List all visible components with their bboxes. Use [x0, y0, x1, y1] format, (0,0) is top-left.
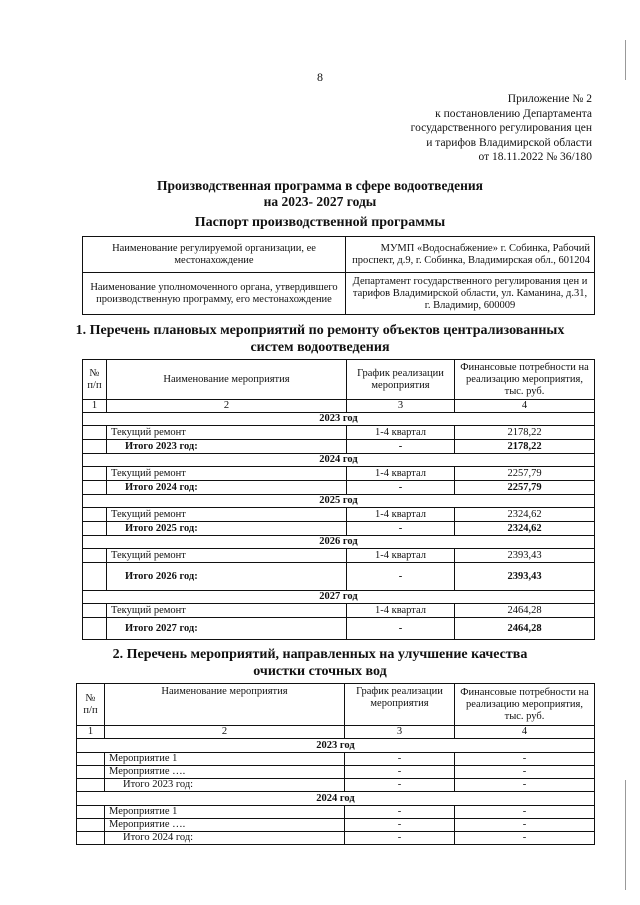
scan-edge-line	[625, 40, 626, 80]
col-header-name: Наименование мероприятия	[107, 360, 347, 400]
item-amount: -	[455, 753, 595, 766]
year-label: 2023 год	[77, 739, 595, 753]
item-schedule: 1-4 квартал	[347, 604, 455, 618]
appendix-line: к постановлению Департамента	[435, 107, 592, 120]
col-number: 1	[83, 400, 107, 413]
year-label: 2024 год	[83, 454, 595, 467]
item-amount: 2257,79	[455, 467, 595, 481]
total-label: Итого 2024 год:	[107, 481, 347, 495]
total-row	[83, 522, 595, 536]
total-amount: 2324,62	[455, 522, 595, 536]
year-row	[77, 792, 595, 806]
item-schedule: -	[345, 819, 455, 832]
item-name: Мероприятие ….	[105, 819, 345, 832]
passport-table	[82, 236, 595, 315]
col-header-number: № п/п	[77, 684, 105, 726]
row-number	[77, 819, 105, 832]
year-row	[77, 739, 595, 753]
heading-line: систем водоотведения	[250, 340, 390, 355]
total-schedule: -	[345, 779, 455, 792]
item-amount: 2178,22	[455, 426, 595, 440]
repair-table	[82, 359, 595, 640]
row-number	[77, 753, 105, 766]
total-schedule: -	[347, 481, 455, 495]
row-number	[77, 766, 105, 779]
section1-heading	[0, 322, 640, 356]
col-header-number: № п/п	[83, 360, 107, 400]
appendix-line: и тарифов Владимирской области	[426, 136, 592, 149]
row-number	[83, 426, 107, 440]
title-line: на 2023- 2027 годы	[263, 194, 377, 209]
year-label: 2026 год	[83, 536, 595, 549]
row-number	[83, 467, 107, 481]
col-header-schedule: График реализации мероприятия	[345, 684, 455, 726]
year-row	[83, 413, 595, 426]
col-number: 4	[455, 400, 595, 413]
row-number	[83, 440, 107, 454]
table-row	[83, 273, 595, 315]
heading-line: 1. Перечень плановых мероприятий по ремонту объектов централизованных	[75, 323, 565, 338]
appendix-line: государственного регулирования цен	[410, 122, 592, 134]
col-number: 3	[345, 726, 455, 739]
col-number: 4	[455, 726, 595, 739]
passport-label: Наименование регулируемой организации, ее местонахождение	[83, 237, 346, 273]
table-header-row	[83, 360, 595, 400]
appendix-line: Приложение № 2	[507, 93, 592, 105]
col-header-name: Наименование мероприятия	[105, 684, 345, 726]
item-schedule: 1-4 квартал	[347, 426, 455, 440]
total-label: Итого 2023 год:	[107, 440, 347, 454]
column-number-row	[77, 726, 595, 739]
total-label: Итого 2023 год:	[105, 779, 345, 792]
item-name: Текущий ремонт	[107, 508, 347, 522]
table-row	[83, 508, 595, 522]
total-amount: 2393,43	[455, 563, 595, 591]
item-name: Текущий ремонт	[107, 549, 347, 563]
total-label: Итого 2027 год:	[107, 618, 347, 640]
passport-value: Департамент государственного регулирования цен и тарифов Владимирской области, ул. Каманина, д.31, г. Владимир, 600009	[346, 273, 595, 315]
table-header-row	[77, 684, 595, 726]
item-amount: 2324,62	[455, 508, 595, 522]
total-label: Итого 2026 год:	[107, 563, 347, 591]
col-header-finance: Финансовые потребности на реализацию мероприятия, тыс. руб.	[455, 684, 595, 726]
row-number	[77, 832, 105, 845]
row-number	[83, 522, 107, 536]
item-amount: -	[455, 806, 595, 819]
item-schedule: -	[345, 753, 455, 766]
heading-line: очистки сточных вод	[253, 664, 387, 679]
row-number	[77, 779, 105, 792]
heading-line: 2. Перечень мероприятий, направленных на улучшение качества	[112, 647, 528, 662]
appendix-line: от 18.11.2022 № 36/180	[478, 151, 592, 163]
passport-value: МУМП «Водоснабжение» г. Собинка, Рабочий проспект, д.9, г. Собинка, Владимирская обл., 601204	[346, 237, 595, 273]
year-label: 2024 год	[77, 792, 595, 806]
item-name: Текущий ремонт	[107, 604, 347, 618]
item-schedule: 1-4 квартал	[347, 508, 455, 522]
passport-heading: Паспорт производственной программы	[194, 215, 446, 230]
table-row	[83, 426, 595, 440]
item-name: Мероприятие 1	[105, 753, 345, 766]
row-number	[83, 618, 107, 640]
item-schedule: -	[345, 766, 455, 779]
total-label: Итого 2024 год:	[105, 832, 345, 845]
row-number	[83, 549, 107, 563]
row-number	[83, 563, 107, 591]
total-schedule: -	[347, 563, 455, 591]
total-row	[83, 440, 595, 454]
column-number-row	[83, 400, 595, 413]
scan-edge-line	[625, 780, 626, 890]
year-row	[83, 536, 595, 549]
table-row	[83, 549, 595, 563]
table-row	[83, 467, 595, 481]
total-amount: 2257,79	[455, 481, 595, 495]
total-amount: 2178,22	[455, 440, 595, 454]
year-label: 2027 год	[83, 591, 595, 604]
total-amount: -	[455, 779, 595, 792]
total-row	[77, 832, 595, 845]
year-row	[83, 495, 595, 508]
row-number	[83, 604, 107, 618]
row-number	[83, 508, 107, 522]
table-row	[77, 766, 595, 779]
total-schedule: -	[347, 618, 455, 640]
item-amount: -	[455, 819, 595, 832]
page-number: 8	[317, 70, 323, 84]
item-schedule: 1-4 квартал	[347, 549, 455, 563]
passport-label: Наименование уполномоченного органа, утвердившего производственную программу, его местонахождение	[83, 273, 346, 315]
total-schedule: -	[347, 522, 455, 536]
table-row	[77, 753, 595, 766]
appendix-block	[392, 92, 592, 165]
col-number: 2	[107, 400, 347, 413]
total-row	[83, 481, 595, 495]
total-row	[77, 779, 595, 792]
table-row	[83, 237, 595, 273]
row-number	[83, 481, 107, 495]
row-number	[77, 806, 105, 819]
quality-table	[76, 683, 595, 845]
total-label: Итого 2025 год:	[107, 522, 347, 536]
total-schedule: -	[345, 832, 455, 845]
item-amount: -	[455, 766, 595, 779]
item-schedule: -	[345, 806, 455, 819]
table-row	[77, 819, 595, 832]
total-schedule: -	[347, 440, 455, 454]
year-label: 2025 год	[83, 495, 595, 508]
item-name: Мероприятие 1	[105, 806, 345, 819]
item-name: Текущий ремонт	[107, 467, 347, 481]
item-name: Текущий ремонт	[107, 426, 347, 440]
year-label: 2023 год	[83, 413, 595, 426]
item-name: Мероприятие ….	[105, 766, 345, 779]
col-number: 3	[347, 400, 455, 413]
col-number: 1	[77, 726, 105, 739]
total-row	[83, 563, 595, 591]
section2-heading	[0, 646, 640, 680]
col-number: 2	[105, 726, 345, 739]
col-header-finance: Финансовые потребности на реализацию мероприятия, тыс. руб.	[455, 360, 595, 400]
item-schedule: 1-4 квартал	[347, 467, 455, 481]
table-row	[77, 806, 595, 819]
total-amount: 2464,28	[455, 618, 595, 640]
document-title	[0, 178, 640, 210]
total-amount: -	[455, 832, 595, 845]
year-row	[83, 454, 595, 467]
table-row	[83, 604, 595, 618]
total-row	[83, 618, 595, 640]
item-amount: 2464,28	[455, 604, 595, 618]
year-row	[83, 591, 595, 604]
item-amount: 2393,43	[455, 549, 595, 563]
title-line: Производственная программа в сфере водоотведения	[157, 178, 483, 193]
col-header-schedule: График реализации мероприятия	[347, 360, 455, 400]
